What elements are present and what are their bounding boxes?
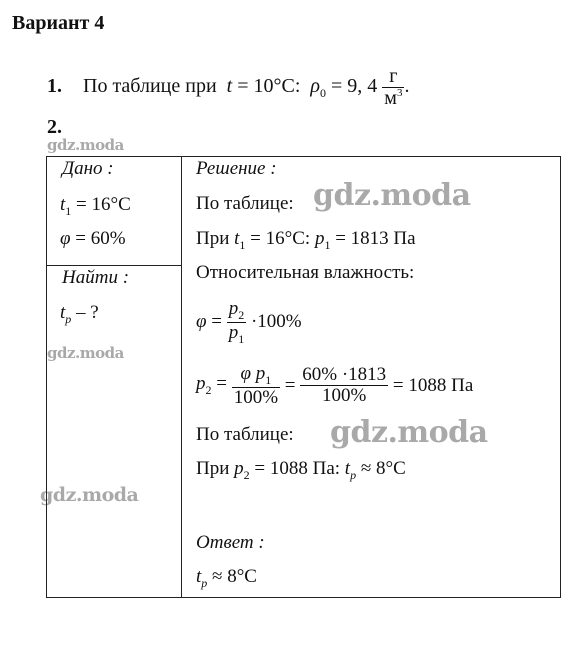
problem-1-t-value: = 10°С:: [237, 75, 301, 98]
unit-numerator: г: [382, 66, 404, 88]
problem-1-value: = 9, 4: [331, 75, 378, 98]
watermark: gdz.moda: [47, 344, 124, 362]
problem-1-dot: .: [404, 75, 410, 98]
watermark: gdz.moda: [40, 484, 139, 506]
solution-line-p1: При $t_1 = 16^\circ C$: $p_1 = 1813$ Па: [196, 228, 416, 252]
solution-line-tp: При $p_2 = 1088$ Па: $t_р \approx 8^\circ C$: [196, 458, 406, 482]
find-heading: Найти :: [62, 267, 130, 288]
formula-p2: $p_2$ = $\frac{\varphi p_1}{100\%}$ = $\frac{60\% \cdot 1813}{100\%}$ = 1088 Па: [196, 363, 474, 408]
watermark: gdz.moda: [313, 178, 471, 213]
table-row-divider: [46, 265, 182, 266]
answer-value: $t_р \approx 8^\circ C$: [196, 566, 257, 590]
table-column-divider: [181, 156, 182, 598]
problem-1: [47, 66, 409, 109]
page-title: Вариант 4: [12, 12, 105, 34]
problem-1-t-var: t: [226, 75, 233, 98]
watermark: gdz.moda: [330, 415, 488, 450]
problem-1-rho: ρ: [310, 75, 321, 98]
solution-line-table-2: По таблице:: [196, 424, 294, 445]
watermark: gdz.moda: [47, 136, 124, 154]
solution-heading: Решение :: [196, 158, 277, 179]
given-phi: φ = 60%: [60, 228, 126, 249]
answer-heading: Ответ :: [196, 532, 265, 553]
formula-phi: φ = $\frac{p_2}{p_1}$ ·100%: [196, 298, 302, 346]
find-value: $t_р$ – ?: [60, 302, 99, 326]
problem-1-rho-sub: 0: [320, 86, 327, 101]
given-t1: $t_1 = 16^\circ C$: [60, 194, 131, 218]
problem-2-number: 2.: [47, 116, 62, 138]
solution-line-humidity: Относительная влажность:: [196, 262, 415, 283]
problem-1-number: 1.: [47, 75, 62, 98]
problem-1-unit: [382, 66, 404, 109]
unit-denominator: $м^3$: [384, 87, 403, 109]
problem-1-text: По таблице при: [83, 75, 217, 98]
solution-line-table: По таблице:: [196, 193, 294, 214]
given-heading: Дано :: [62, 158, 114, 179]
